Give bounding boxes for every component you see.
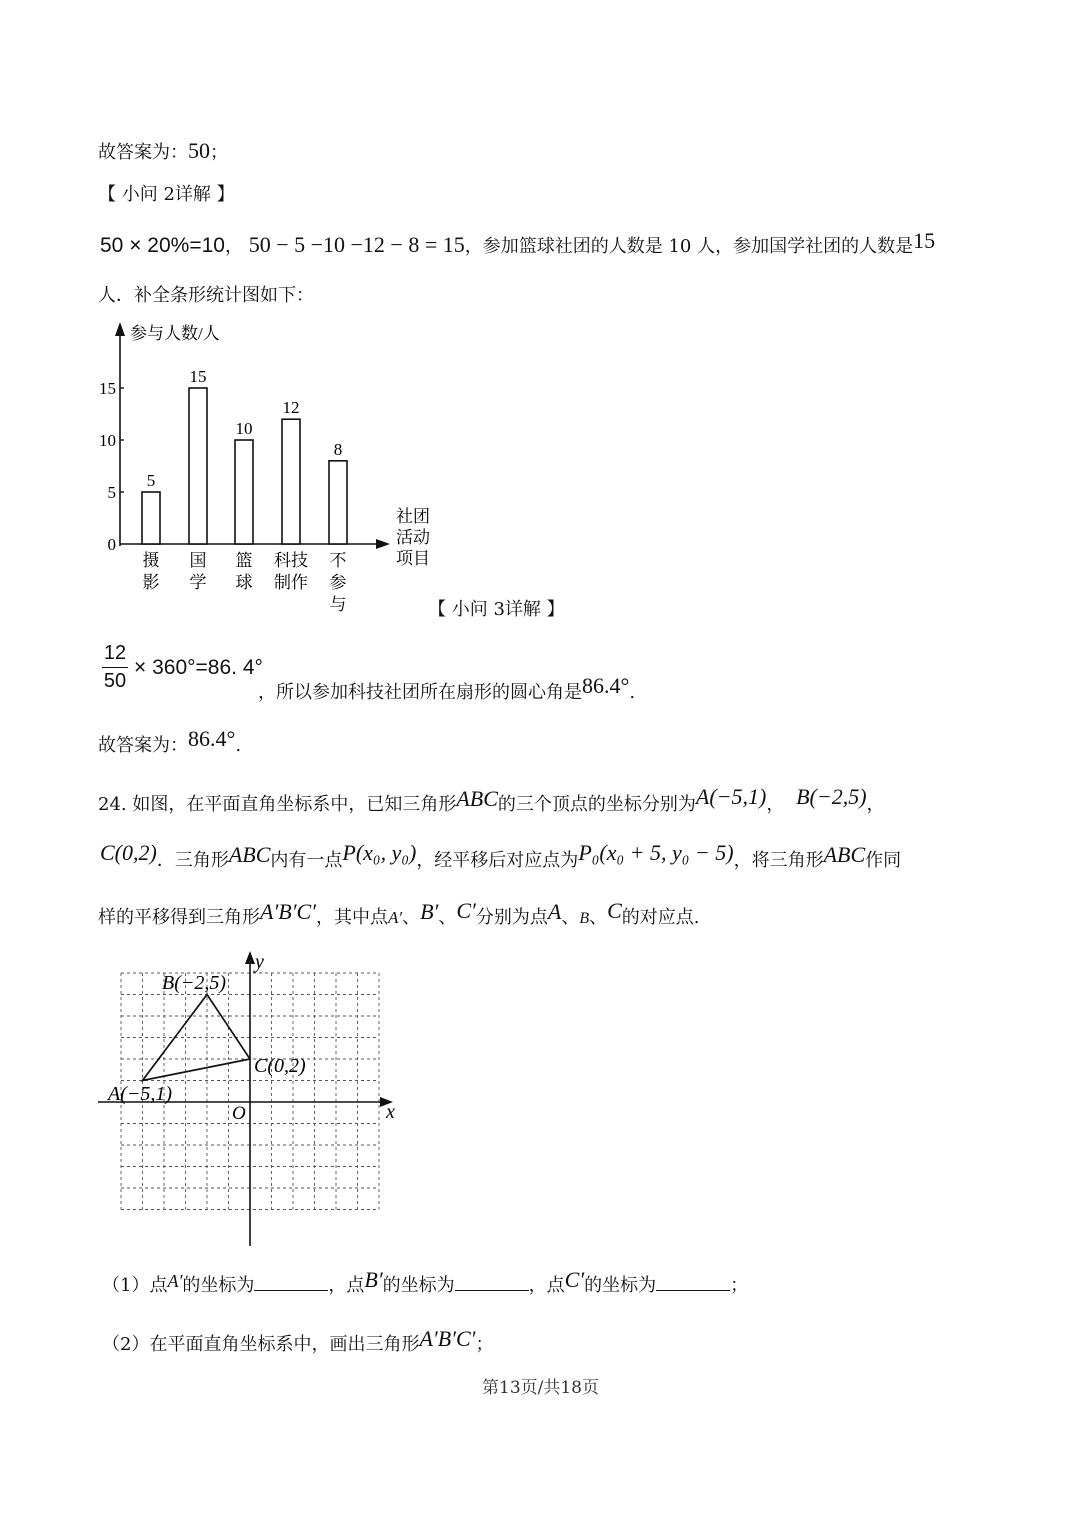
calc-line: [100, 228, 936, 257]
p24-text-3d: 的对应点.: [621, 907, 700, 928]
prev-answer-suffix: ；: [210, 142, 228, 163]
p24-dun-4: 、: [589, 907, 608, 928]
y-axis-arrow: [115, 322, 125, 336]
y-tick-label: 15: [99, 379, 116, 398]
q1-c-prime: C′: [564, 1267, 585, 1292]
q1-b-prime: B′: [364, 1267, 383, 1292]
y-axis-arrow: [245, 951, 255, 964]
calc1-formula: 50 × 20%=10: [100, 234, 225, 257]
problem-24-line-1: [98, 784, 885, 815]
bar: [329, 461, 347, 544]
y-axis-label: y: [255, 951, 264, 973]
point-a-coord: A(−5,1): [695, 784, 767, 809]
result-end: .: [629, 682, 636, 703]
q1-text-g: ；: [730, 1275, 749, 1296]
p24-triangle-prime: A′B′C′: [260, 899, 316, 924]
p24-dun-3: 、: [561, 907, 580, 928]
q1-blank-b[interactable]: [455, 1276, 529, 1291]
x-axis-arrow: [376, 539, 390, 549]
bar: [142, 492, 160, 544]
q2-triangle-prime: A′B′C′: [419, 1326, 476, 1351]
q2-heading: 【 小问 2详解 】: [98, 184, 235, 205]
p24-abc-2: ABC: [228, 842, 271, 867]
answer-value: 86.4°: [188, 726, 236, 751]
calc2-value: 15: [913, 228, 936, 253]
x-axis-title: 项目: [396, 549, 430, 568]
category-label: 影: [142, 573, 160, 592]
p24-text-2d: ，将三角形: [733, 850, 824, 871]
p24-text-2e: 作同: [865, 850, 902, 871]
q1-blank-c[interactable]: [656, 1276, 730, 1291]
fraction-denominator: 50: [103, 670, 127, 692]
category-label: 球: [235, 573, 253, 592]
page-footer: 第13页/共18页: [482, 1378, 599, 1398]
answer-prefix: 故答案为：: [98, 735, 188, 756]
prev-answer-value: 50: [188, 138, 210, 163]
question-2: [102, 1326, 494, 1355]
q1-a-prime: A′: [167, 1271, 183, 1291]
label-c: C(0,2): [254, 1055, 306, 1077]
q1-text-f: 的坐标为: [584, 1275, 657, 1296]
bar-data-label: 15: [189, 367, 207, 386]
prev-answer-line: [98, 140, 228, 162]
result-line: [258, 673, 636, 703]
bar: [282, 419, 300, 544]
q1-text-c: ，点: [328, 1275, 365, 1296]
p24-abc-3: ABC: [823, 842, 866, 867]
category-label: 摄: [142, 551, 160, 570]
calc1-sep: ，: [224, 236, 243, 257]
x-axis-label: x: [386, 1101, 395, 1123]
category-label: 科技: [274, 551, 308, 570]
q2-text-a: （2）在平面直角坐标系中，画出三角形: [102, 1334, 420, 1355]
y-tick-label: 5: [107, 483, 116, 502]
q1-text-b: 的坐标为: [182, 1275, 255, 1296]
answer-line: [98, 726, 242, 756]
label-b: B(−2,5): [162, 972, 227, 994]
q1-blank-a[interactable]: [254, 1276, 328, 1291]
calc2-text: ，参加篮球社团的人数是 10 人，参加国学社团的人数是: [464, 236, 914, 257]
p24-text-3b: ，其中点: [316, 907, 388, 928]
category-label: 与: [329, 595, 347, 614]
point-p-coord: P(x₀, y₀): [342, 840, 417, 865]
result-value: 86.4°: [582, 673, 630, 698]
bar-data-label: 8: [333, 439, 343, 459]
fraction-rest: × 360°=86. 4°: [134, 656, 263, 679]
q3-heading: 【 小问 3详解 】: [428, 599, 565, 620]
bar-data-label: 5: [146, 471, 156, 490]
category-label: 制作: [274, 573, 308, 592]
label-a: A(−5,1): [108, 1083, 173, 1105]
q1-text-d: 的坐标为: [382, 1275, 455, 1296]
point-p0-coord: P₀(x₀ + 5, y₀ − 5): [578, 840, 734, 865]
q2-text-b: ；: [475, 1334, 494, 1355]
category-label: 篮: [235, 551, 253, 570]
p24-a: A: [547, 899, 562, 924]
problem-24-line-3: [98, 898, 700, 928]
category-label: 国: [189, 551, 207, 570]
y-axis-title: 参与人数/人: [130, 324, 220, 343]
question-1: [102, 1267, 749, 1296]
p24-b: B: [579, 910, 590, 927]
p24-text-2a: ．三角形: [156, 850, 229, 871]
problem-24-line-2: [100, 840, 902, 871]
answer-end: .: [235, 735, 242, 756]
p24-sep-2: ，: [866, 794, 885, 815]
q1-text-a: （1）点: [102, 1275, 168, 1296]
p24-text-1b: 的三个顶点的坐标分别为: [497, 794, 696, 815]
p24-c-prime: C′: [456, 898, 476, 923]
result-text: ，所以参加科技社团所在扇形的圆心角是: [258, 682, 582, 703]
bar-data-label: 12: [282, 398, 300, 418]
p24-dun-2: 、: [438, 907, 457, 928]
p24-text-1a: 24. 如图，在平面直角坐标系中，已知三角形: [98, 794, 457, 815]
y-tick-label: 10: [99, 431, 116, 450]
p24-b-prime: B′: [420, 899, 439, 924]
p24-dun-1: 、: [402, 907, 421, 928]
point-b-coord: B(−2,5): [796, 784, 867, 809]
p24-text-2b: 内有一点: [270, 850, 343, 871]
bar-data-label: 10: [235, 419, 253, 438]
chart-intro-line: 人．补全条形统计图如下：: [98, 285, 314, 306]
coordinate-grid-figure: [90, 948, 410, 1253]
category-label: 参: [329, 573, 347, 592]
p24-text-3a: 样的平移得到三角形: [98, 907, 260, 928]
p24-abc: ABC: [456, 786, 498, 811]
category-label: 不: [329, 551, 347, 570]
bar-chart: [90, 318, 450, 618]
p24-text-3c: 分别为点: [475, 907, 548, 928]
fraction-numerator: 12: [103, 642, 127, 664]
y-tick-label: 0: [107, 535, 116, 554]
fraction: [102, 642, 128, 693]
p24-c: C: [607, 898, 622, 923]
calc2-formula: 50 − 5 −10 −12 − 8 = 15: [248, 232, 465, 257]
fraction-bar: [102, 667, 128, 668]
x-axis-title: 活动: [396, 528, 430, 547]
p24-sep-1: ，: [766, 794, 785, 815]
bar: [189, 388, 207, 544]
prev-answer-prefix: 故答案为：: [98, 142, 188, 163]
q1-text-e: ，点: [528, 1275, 565, 1296]
category-label: 学: [189, 573, 207, 592]
point-c-coord: C(0,2): [100, 840, 157, 865]
p24-text-2c: ，经平移后对应点为: [416, 850, 579, 871]
origin-label: O: [232, 1103, 246, 1124]
x-axis-title: 社团: [396, 507, 430, 526]
bar: [235, 440, 253, 544]
p24-a-prime: A′: [388, 908, 403, 927]
